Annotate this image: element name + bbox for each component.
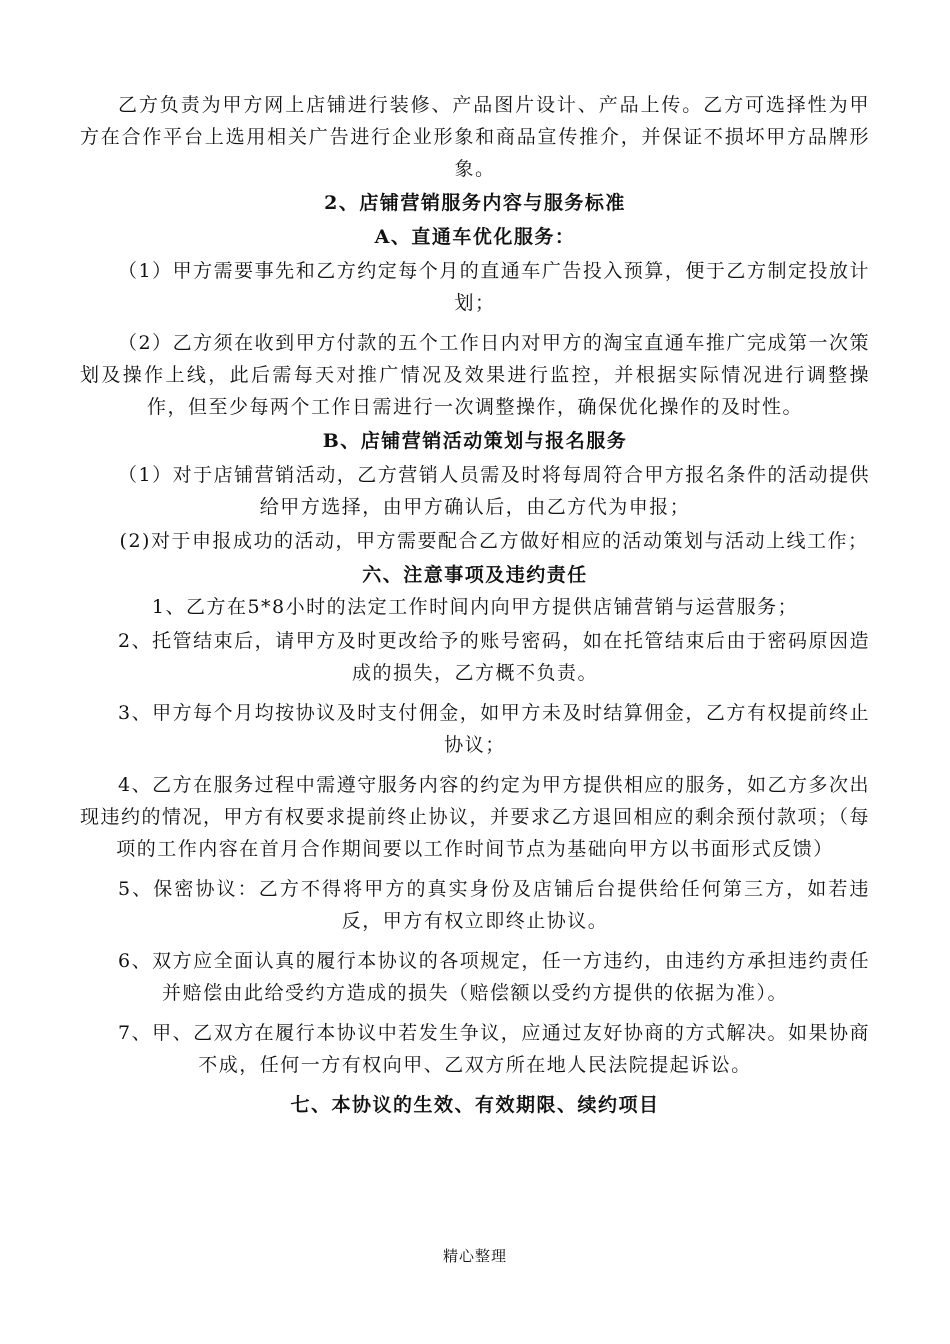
paragraph-b1: （1）对于店铺营销活动，乙方营销人员需及时将每周符合甲方报名条件的活动提供给甲方选择，由甲方确认后，由乙方代为申报；: [118, 464, 870, 518]
section-2-heading: 2、店铺营销服务内容与服务标准: [324, 192, 626, 214]
paragraph-a2: （2）乙方须在收到甲方付款的五个工作日内对甲方的淘宝直通车推广完成第一次策划及操作上线，此后需每天对推广情况及效果进行监控，并根据实际情况进行调整操作，但至少每两个工作日需进行一次调整操作，确保优化操作的及时性。: [80, 332, 870, 418]
document-body: [80, 89, 870, 1121]
item-2: 2、托管结束后，请甲方及时更改给予的账号密码，如在托管结束后由于密码原因造成的损失，乙方概不负责。: [118, 630, 870, 684]
item-1: 1、乙方在5*8小时的法定工作时间内向甲方提供店铺营销与运营服务；: [151, 596, 799, 618]
subsection-a-heading: A、直通车优化服务：: [374, 226, 576, 248]
subsection-b-heading: B、店铺营销活动策划与报名服务: [322, 430, 628, 452]
item-5: 5、保密协议：乙方不得将甲方的真实身份及店铺后台提供给任何第三方，如若违反，甲方有权立即终止协议。: [118, 878, 870, 932]
intro-paragraph: 乙方负责为甲方网上店铺进行装修、产品图片设计、产品上传。乙方可选择性为甲方在合作平台上选用相关广告进行企业形象和商品宣传推介，并保证不损坏甲方品牌形象。: [80, 94, 870, 180]
paragraph-a1: （1）甲方需要事先和乙方约定每个月的直通车广告投入预算，便于乙方制定投放计划；: [118, 260, 870, 314]
section-6-heading: 六、注意事项及违约责任: [362, 564, 588, 586]
page-footer: 精心整理: [442, 1247, 507, 1265]
item-6: 6、双方应全面认真的履行本协议的各项规定，任一方违约，由违约方承担违约责任并赔偿由此给受约方造成的损失（赔偿额以受约方提供的依据为准）。: [118, 950, 870, 1004]
section-7-heading: 七、本协议的生效、有效期限、续约项目: [290, 1094, 660, 1116]
item-3: 3、甲方每个月均按协议及时支付佣金，如甲方未及时结算佣金，乙方有权提前终止协议；: [118, 702, 870, 756]
paragraph-b2: (2)对于申报成功的活动，甲方需要配合乙方做好相应的活动策划与活动上线工作；: [119, 530, 869, 552]
item-7: 7、甲、乙双方在履行本协议中若发生争议，应通过友好协商的方式解决。如果协商不成，任何一方有权向甲、乙双方所在地人民法院提起诉讼。: [118, 1022, 870, 1076]
item-4: 4、乙方在服务过程中需遵守服务内容的约定为甲方提供相应的服务，如乙方多次出现违约的情况，甲方有权要求提前终止协议，并要求乙方退回相应的剩余预付款项；（每项的工作内容在首月合作期间要以工作时间节点为基础向甲方以书面形式反馈）: [80, 774, 871, 860]
